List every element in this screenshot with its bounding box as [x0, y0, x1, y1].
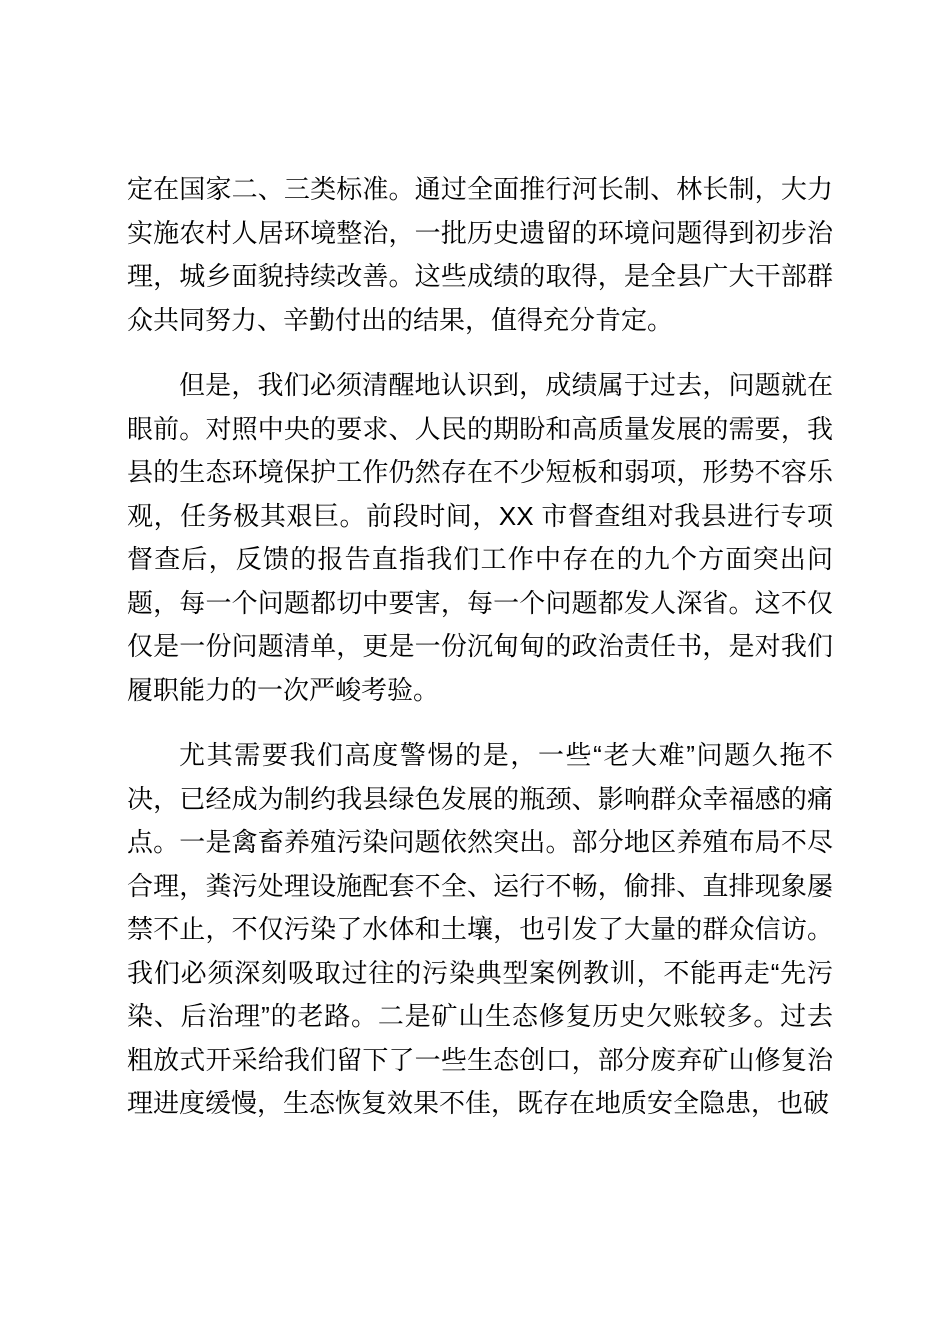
document-body	[127, 168, 833, 1148]
paragraph-1: 定在国家二、三类标准。通过全面推行河长制、林长制，大力实施农村人居环境整治，一批历史遗留的环境问题得到初步治理，城乡面貌持续改善。这些成绩的取得，是全县广大干部群众共同努力、辛勤付出的结果，值得充分肯定。	[127, 174, 833, 335]
paragraph-3: 尤其需要我们高度警惕的是，一些“老大难”问题久拖不决，已经成为制约我县绿色发展的瓶颈、影响群众幸福感的痛点。一是禽畜养殖污染问题依然突出。部分地区养殖布局不尽合理，粪污处理设施配套不全、运行不畅，偷排、直排现象屡禁不止，不仅污染了水体和土壤，也引发了大量的群众信访。我们必须深刻吸取过往的污染典型案例教训，不能再走“先污染、后治理”的老路。二是矿山生态修复历史欠账较多。过去粗放式开采给我们留下了一些生态创口，部分废弃矿山修复治理进度缓慢，生态恢复效果不佳，既存在地质安全隐患，也破	[127, 740, 833, 1118]
paragraph-2: 但是，我们必须清醒地认识到，成绩属于过去，问题就在眼前。对照中央的要求、人民的期盼和高质量发展的需要，我县的生态环境保护工作仍然存在不少短板和弱项，形势不容乐观，任务极其艰巨。前段时间，XX 市督查组对我县进行专项督查后，反馈的报告直指我们工作中存在的九个方面突出问题，每一个问题都切中要害，每一个问题都发人深省。这不仅仅是一份问题清单，更是一份沉甸甸的政治责任书，是对我们履职能力的一次严峻考验。	[127, 370, 833, 705]
